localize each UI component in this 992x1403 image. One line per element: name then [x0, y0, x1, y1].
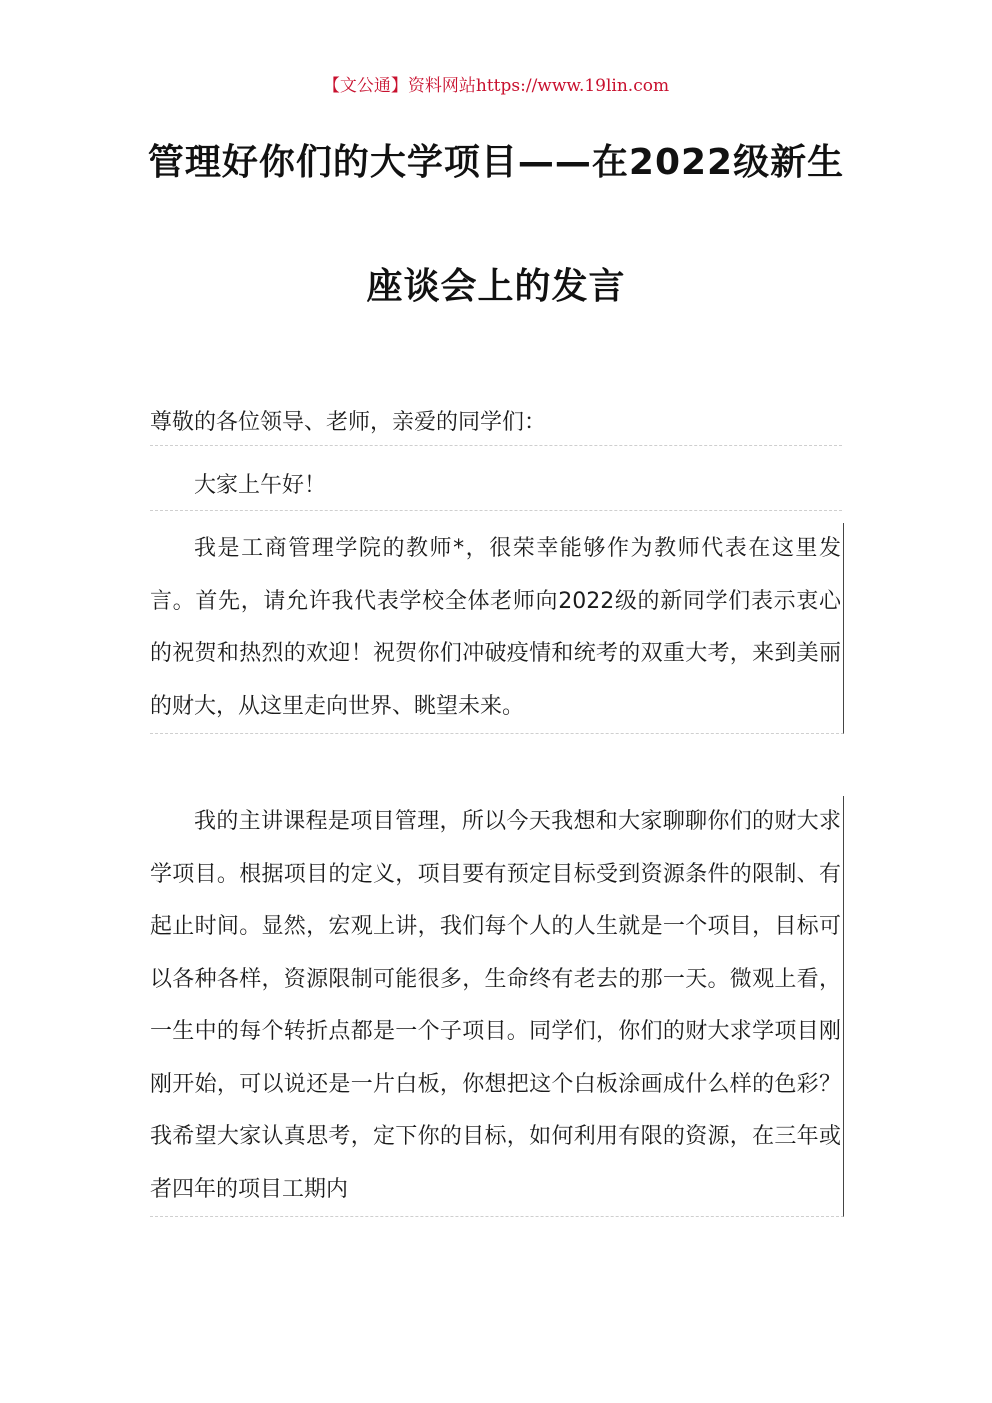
paragraph-2: 我的主讲课程是项目管理，所以今天我想和大家聊聊你们的财大求学项目。根据项目的定义，项目要有预定目标受到资源条件的限制、有起止时间。显然，宏观上讲，我们每个人的人生就是一个项目，目标可以各种各样，资源限制可能很多，生命终有老去的那一天。微观上看，一生中的每个转折点都是一个子项目。同学们，你们的财大求学项目刚刚开始，可以说还是一片白板，你想把这个白板涂画成什么样的色彩？我希望大家认真思考，定下你的目标，如何利用有限的资源，在三年或者四年的项目工期内 [150, 796, 844, 1217]
document-title-line-1: 管理好你们的大学项目——在2022级新生 [147, 142, 845, 183]
document-title-line-2: 座谈会上的发言 [366, 266, 626, 307]
greeting: 大家上午好！ [150, 466, 842, 511]
header-banner: 【文公通】资料网站https://www.19lin.com [322, 76, 670, 96]
salutation: 尊敬的各位领导、老师，亲爱的同学们： [150, 403, 842, 446]
paragraph-1: 我是工商管理学院的教师*，很荣幸能够作为教师代表在这里发言。首先，请允许我代表学校全体老师向2022级的新同学们表示衷心的祝贺和热烈的欢迎！祝贺你们冲破疫情和统考的双重大考，来到美丽的财大，从这里走向世界、眺望未来。 [150, 523, 844, 734]
